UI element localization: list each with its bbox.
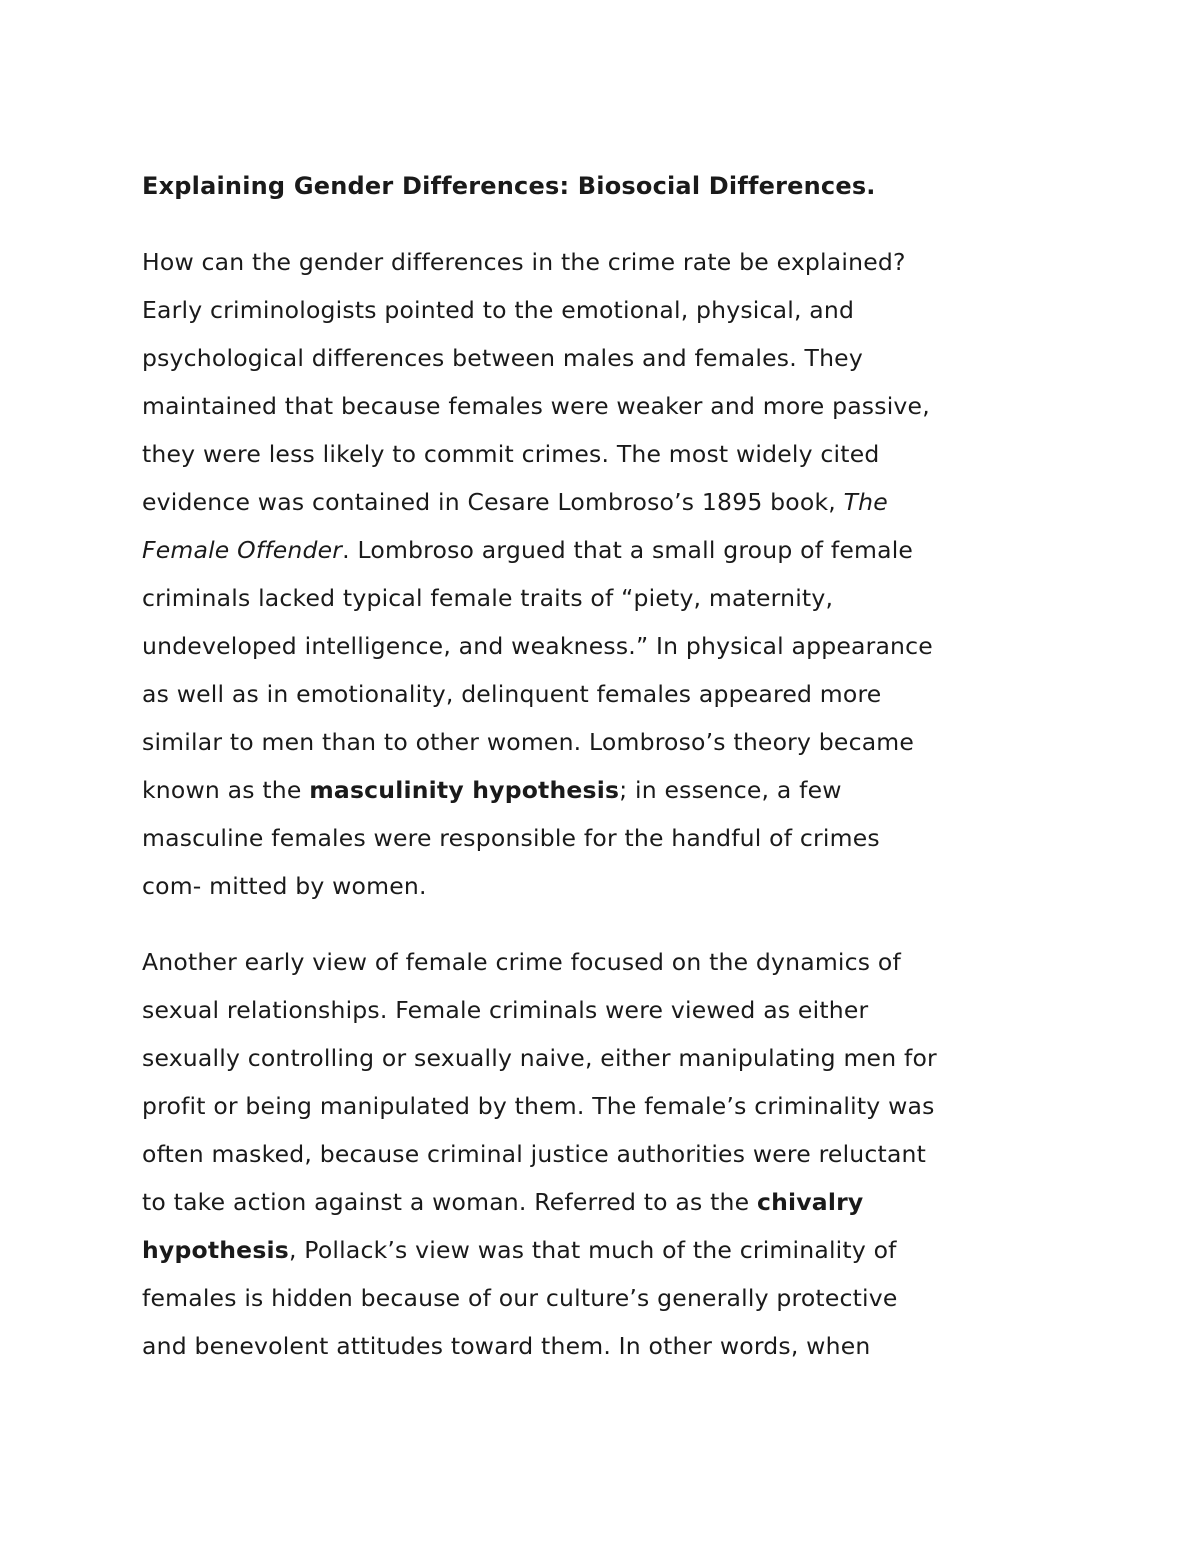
key-term-bold: hypothesis bbox=[142, 1236, 289, 1264]
text-line bbox=[142, 766, 1067, 814]
text-line: undeveloped intelligence, and weakness.” In physical appearance bbox=[142, 632, 933, 660]
text-line: maintained that because females were weaker and more passive, bbox=[142, 392, 930, 420]
text-run: , Pollack’s view was that much of the criminality of bbox=[288, 1236, 897, 1264]
text-line bbox=[142, 1178, 1067, 1226]
text-run: ; in essence, a few bbox=[619, 776, 842, 804]
key-term-bold: masculinity hypothesis bbox=[309, 776, 620, 804]
text-line: females is hidden because of our culture’s generally protective bbox=[142, 1284, 898, 1312]
text-line: similar to men than to other women. Lombroso’s theory became bbox=[142, 728, 915, 756]
text-line: com- mitted by women. bbox=[142, 872, 427, 900]
document-title: Explaining Gender Differences: Biosocial Differences. bbox=[142, 172, 876, 200]
text-line: often masked, because criminal justice authorities were reluctant bbox=[142, 1140, 927, 1168]
text-line bbox=[142, 526, 1067, 574]
text-line: How can the gender differences in the crime rate be explained? bbox=[142, 248, 906, 276]
paragraph-1 bbox=[142, 238, 1067, 910]
text-run: known as the bbox=[142, 776, 310, 804]
text-run: evidence was contained in Cesare Lombroso’s 1895 book, bbox=[142, 488, 844, 516]
text-run: to take action against a woman. Referred to as the bbox=[142, 1188, 757, 1216]
text-line: they were less likely to commit crimes. The most widely cited bbox=[142, 440, 880, 468]
text-line: sexually controlling or sexually naive, either manipulating men for bbox=[142, 1044, 937, 1072]
document-body bbox=[142, 164, 1067, 1370]
text-line: criminals lacked typical female traits of “piety, maternity, bbox=[142, 584, 834, 612]
text-line: profit or being manipulated by them. The female’s criminality was bbox=[142, 1092, 935, 1120]
text-line: sexual relationships. Female criminals were viewed as either bbox=[142, 996, 869, 1024]
text-run: . Lombroso argued that a small group of female bbox=[342, 536, 914, 564]
paragraph-2 bbox=[142, 938, 1067, 1370]
book-title-italic: Female Offender bbox=[142, 536, 343, 564]
text-line: Another early view of female crime focused on the dynamics of bbox=[142, 948, 901, 976]
book-title-italic: The bbox=[843, 488, 888, 516]
text-line: Early criminologists pointed to the emotional, physical, and bbox=[142, 296, 855, 324]
text-line: and benevolent attitudes toward them. In other words, when bbox=[142, 1332, 871, 1360]
key-term-bold: chivalry bbox=[756, 1188, 864, 1216]
text-line bbox=[142, 1226, 1067, 1274]
text-line: as well as in emotionality, delinquent females appeared more bbox=[142, 680, 882, 708]
text-line: masculine females were responsible for the handful of crimes bbox=[142, 824, 880, 852]
text-line bbox=[142, 478, 1067, 526]
text-line: psychological differences between males and females. They bbox=[142, 344, 863, 372]
